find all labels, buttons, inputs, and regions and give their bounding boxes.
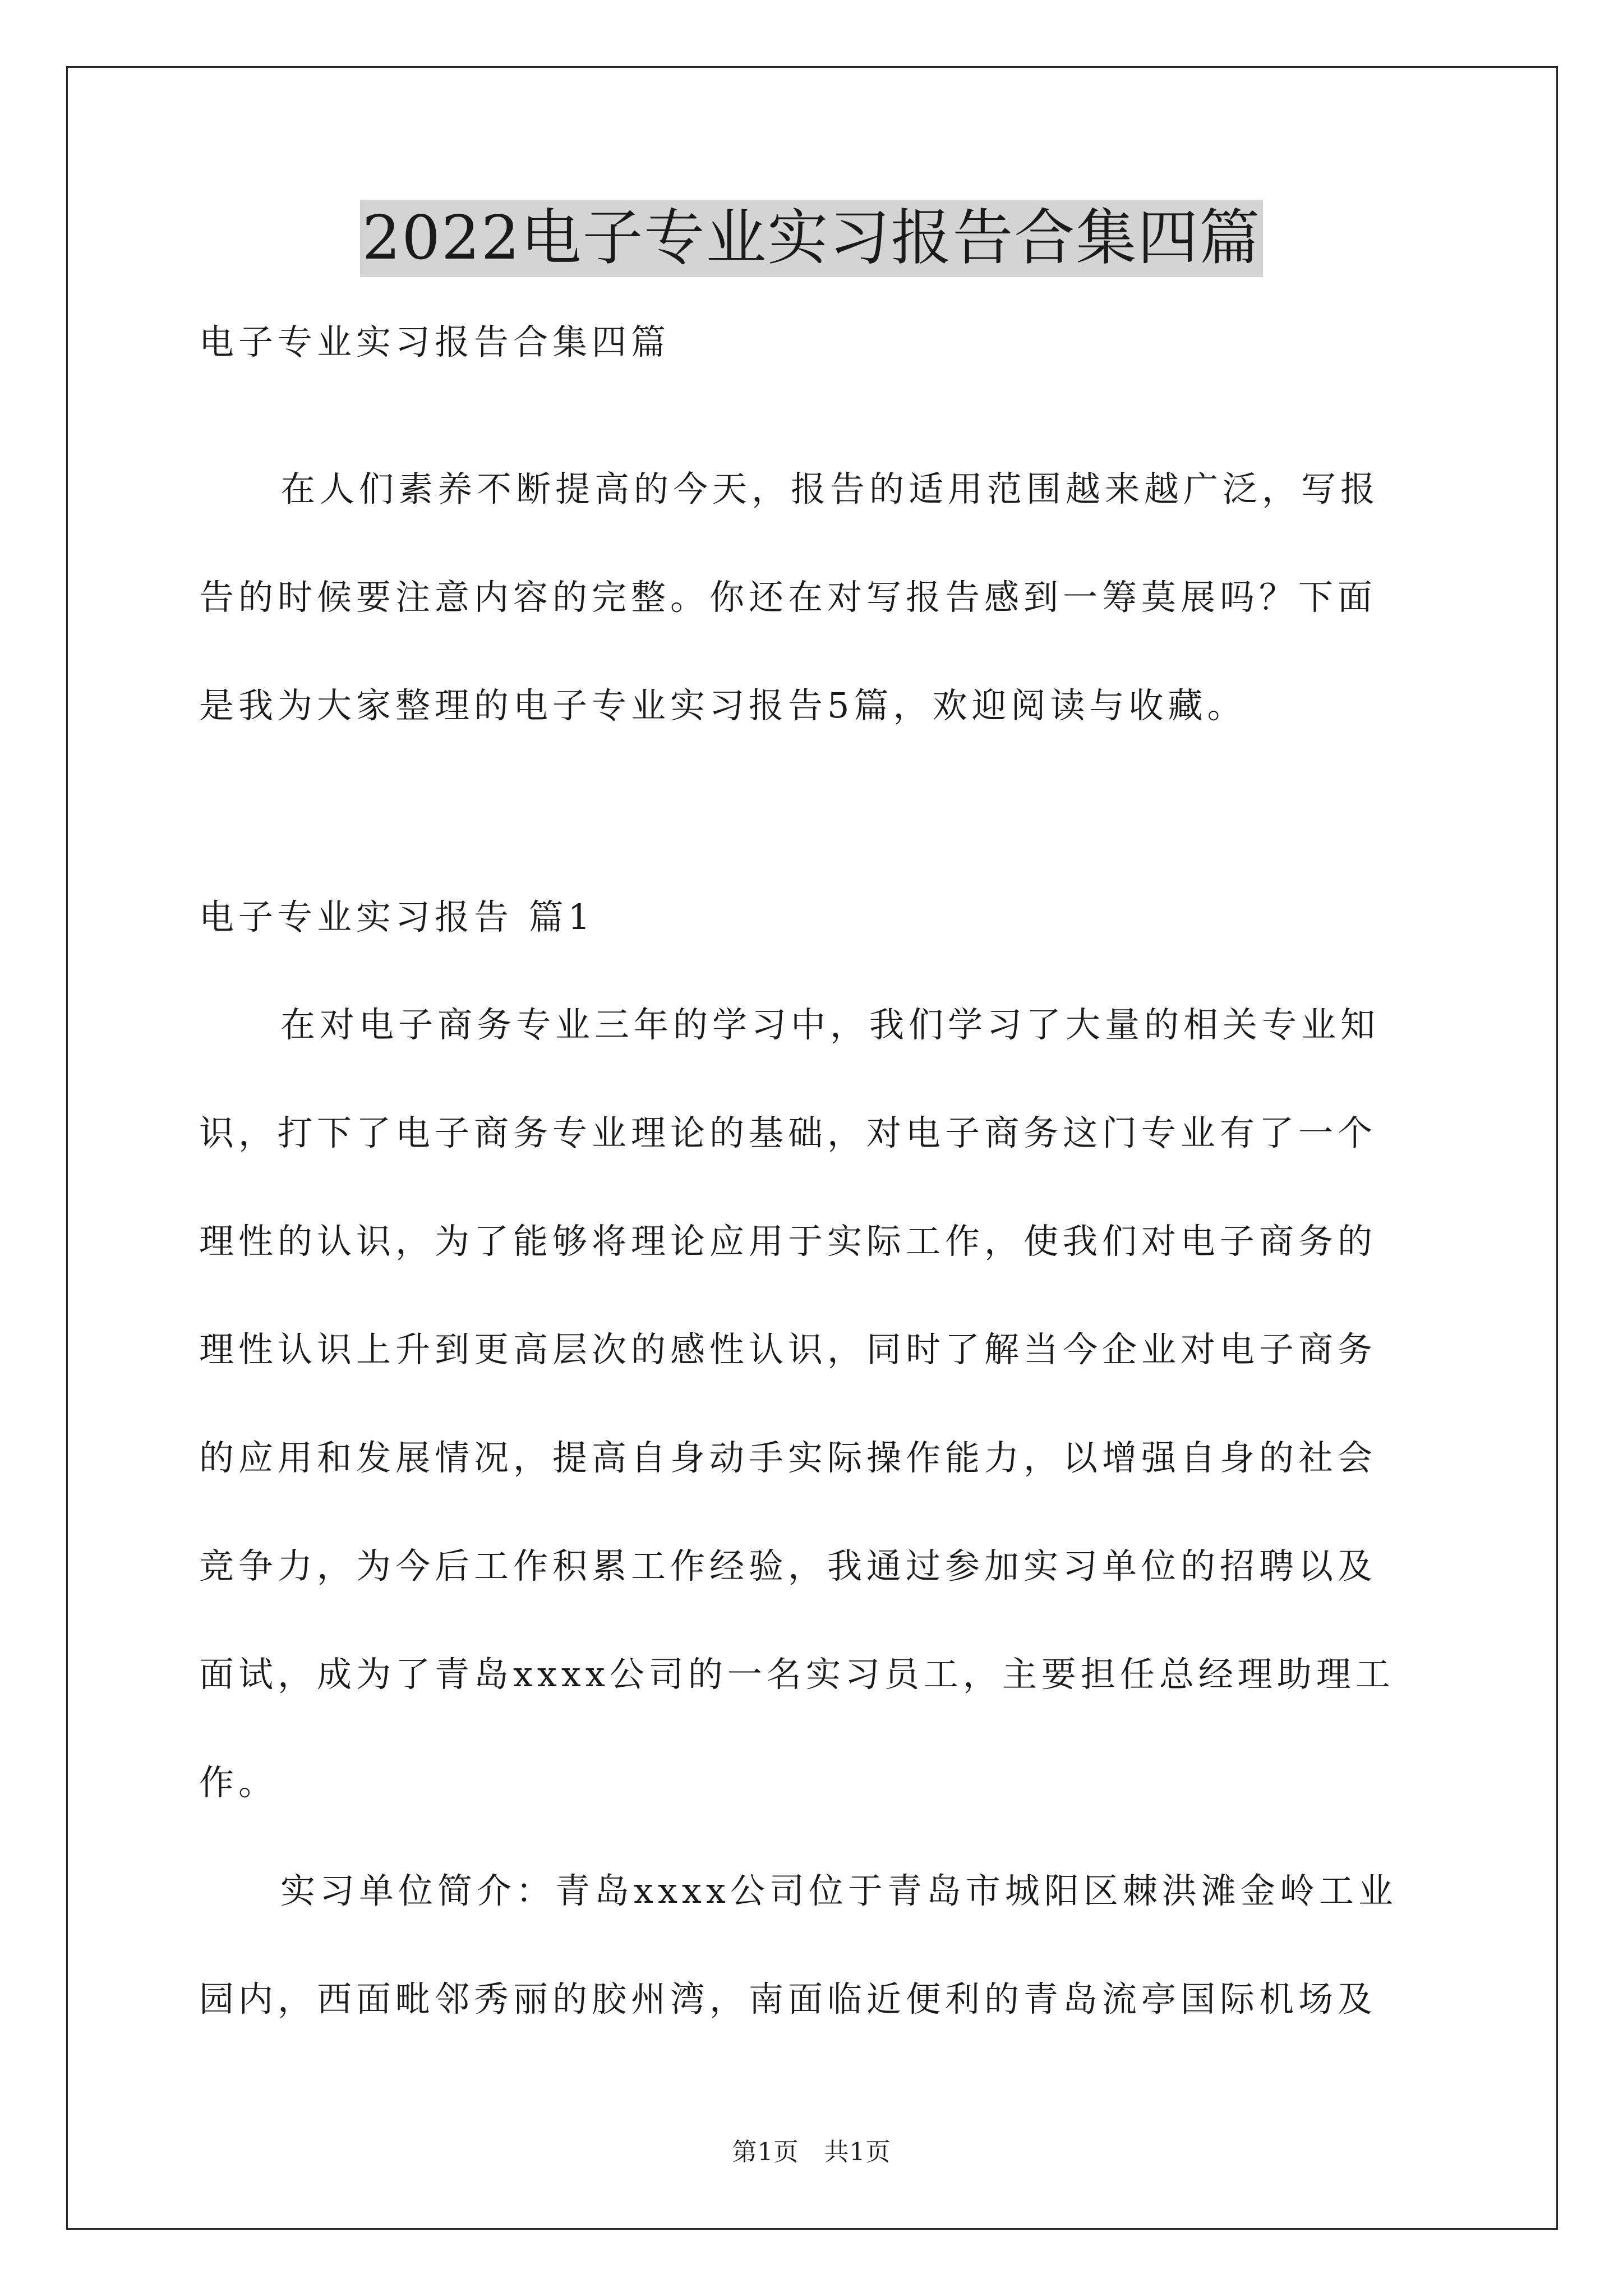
paragraph-line: 理性认识上升到更高层次的感性认识，同时了解当今企业对电子商务 (199, 1329, 1377, 1370)
paragraph-line: 理性的认识，为了能够将理论应用于实际工作，使我们对电子商务的 (199, 1221, 1377, 1262)
paragraph-line: 在对电子商务专业三年的学习中，我们学习了大量的相关专业知 (280, 1004, 1380, 1045)
paragraph-line: 面试，成为了青岛xxxx公司的一名实习员工，主要担任总经理助理工 (199, 1654, 1395, 1695)
title-wrap (0, 200, 1623, 277)
intro-line: 在人们素养不断提高的今天，报告的适用范围越来越广泛，写报 (280, 468, 1380, 509)
paragraph-line: 的应用和发展情况，提高自身动手实际操作能力，以增强自身的社会 (199, 1437, 1377, 1478)
subtitle: 电子专业实习报告合集四篇 (199, 321, 671, 362)
paragraph-line: 识，打下了电子商务专业理论的基础，对电子商务这门专业有了一个 (199, 1112, 1377, 1153)
intro-line: 是我为大家整理的电子专业实习报告5篇，欢迎阅读与收藏。 (199, 685, 1247, 726)
paragraph-line: 园内，西面毗邻秀丽的胶州湾，南面临近便利的青岛流亭国际机场及 (199, 1978, 1377, 2019)
section-heading: 电子专业实习报告 篇1 (199, 896, 595, 937)
paragraph-line: 实习单位简介：青岛xxxx公司位于青岛市城阳区棘洪滩金岭工业 (280, 1870, 1398, 1911)
paragraph-line: 作。 (199, 1762, 278, 1803)
document-title: 2022电子专业实习报告合集四篇 (360, 200, 1264, 277)
paragraph-line: 竞争力，为今后工作积累工作经验，我通过参加实习单位的招聘以及 (199, 1545, 1377, 1586)
page-footer: 第1页 共1页 (732, 2138, 891, 2166)
intro-line: 告的时候要注意内容的完整。你还在对写报告感到一筹莫展吗？下面 (199, 577, 1377, 618)
